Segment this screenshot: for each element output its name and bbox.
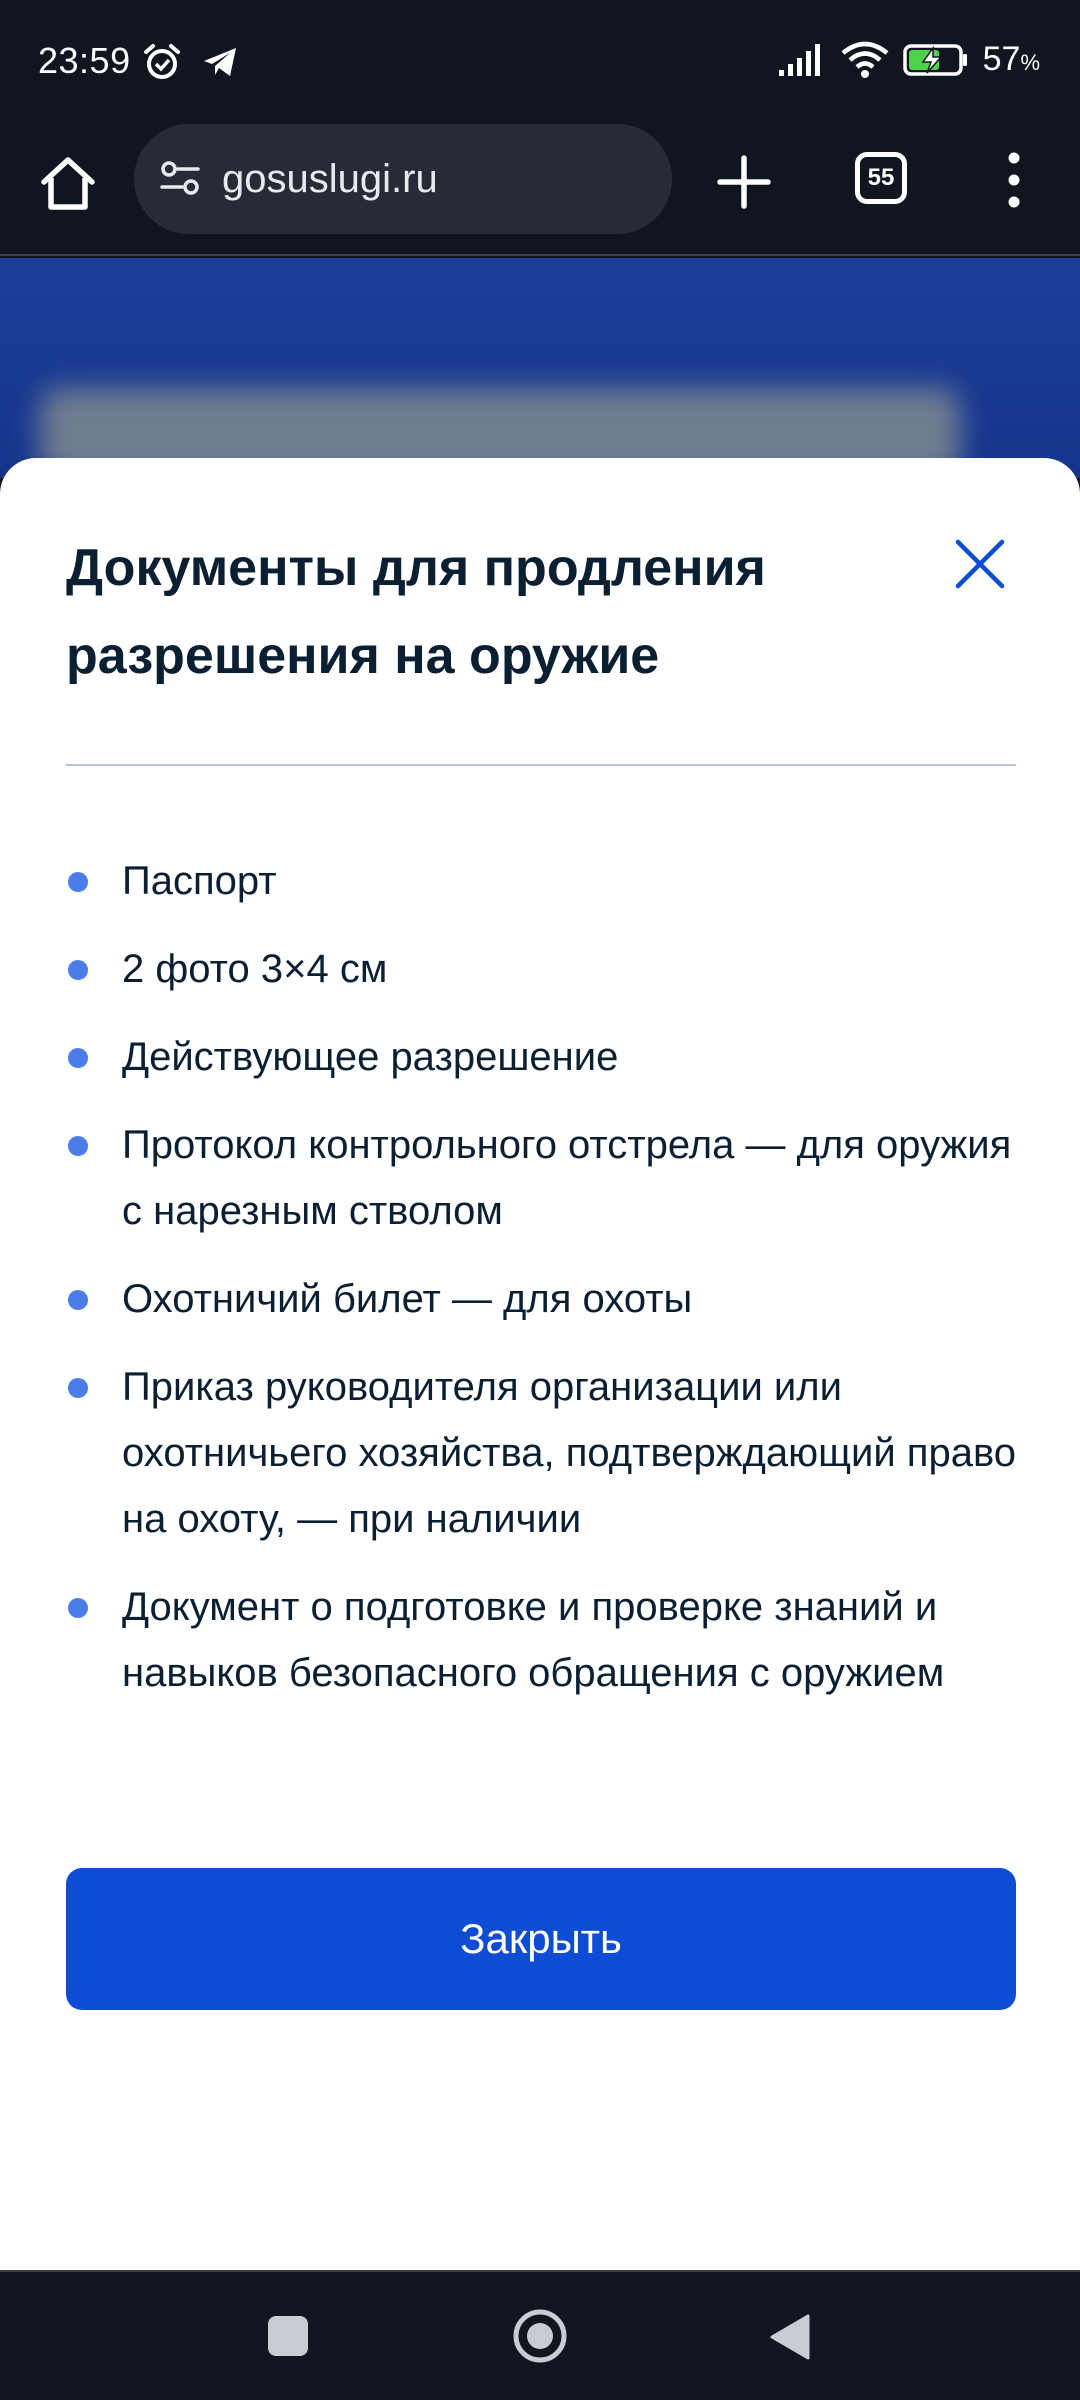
bullet-icon	[68, 1598, 88, 1618]
list-item: Действующее разрешение	[66, 1024, 1016, 1090]
recents-square-icon[interactable]	[268, 2316, 308, 2356]
tab-count: 55	[867, 164, 895, 191]
bullet-icon	[68, 1378, 88, 1398]
list-item: Приказ руководителя организации или охотничьего хозяйства, подтверждающий право на охоту, — при наличии	[66, 1354, 1016, 1552]
more-vert-icon[interactable]	[1000, 148, 1028, 212]
back-triangle-icon[interactable]	[768, 2312, 812, 2362]
browser-toolbar	[0, 124, 1080, 256]
close-button[interactable]: Закрыть	[66, 1868, 1016, 2010]
site-settings-icon[interactable]	[156, 155, 204, 203]
navigation-bar	[0, 2270, 1080, 2400]
home-circle-icon[interactable]	[512, 2308, 568, 2364]
list-item: Протокол контрольного отстрела — для оружия с нарезным стволом	[66, 1112, 1016, 1244]
status-bar	[0, 0, 1080, 124]
list-item: Паспорт	[66, 848, 1016, 914]
title-divider	[66, 764, 1016, 766]
bullet-icon	[68, 872, 88, 892]
bullet-icon	[68, 1048, 88, 1068]
telegram-icon	[200, 42, 240, 82]
close-icon[interactable]	[952, 536, 1008, 592]
list-item: Охотничий билет — для охоты	[66, 1266, 1016, 1332]
list-item: 2 фото 3×4 см	[66, 936, 1016, 1002]
documents-list	[66, 848, 1016, 1728]
background-page	[0, 258, 1080, 478]
bullet-icon	[68, 1290, 88, 1310]
status-time: 23:59	[38, 40, 131, 81]
home-icon[interactable]	[36, 152, 100, 216]
signal-icon	[777, 42, 827, 78]
battery-charging-icon	[903, 43, 969, 77]
status-left-icons	[142, 42, 240, 82]
bullet-icon	[68, 1136, 88, 1156]
bullet-icon	[68, 960, 88, 980]
status-right-icons	[777, 40, 1040, 79]
plus-icon[interactable]	[714, 152, 774, 212]
alarm-icon	[142, 42, 182, 82]
modal-title: Документы для продления разрешения на оружие	[66, 539, 766, 685]
address-bar[interactable]	[134, 124, 672, 234]
url-text: gosuslugi.ru	[222, 156, 438, 201]
wifi-icon	[841, 41, 889, 79]
list-item: Документ о подготовке и проверке знаний и навыков безопасного обращения с оружием	[66, 1574, 1016, 1706]
documents-modal	[0, 458, 1080, 2270]
battery-percent: 57%	[982, 40, 1040, 78]
tabs-icon[interactable]	[855, 152, 907, 204]
